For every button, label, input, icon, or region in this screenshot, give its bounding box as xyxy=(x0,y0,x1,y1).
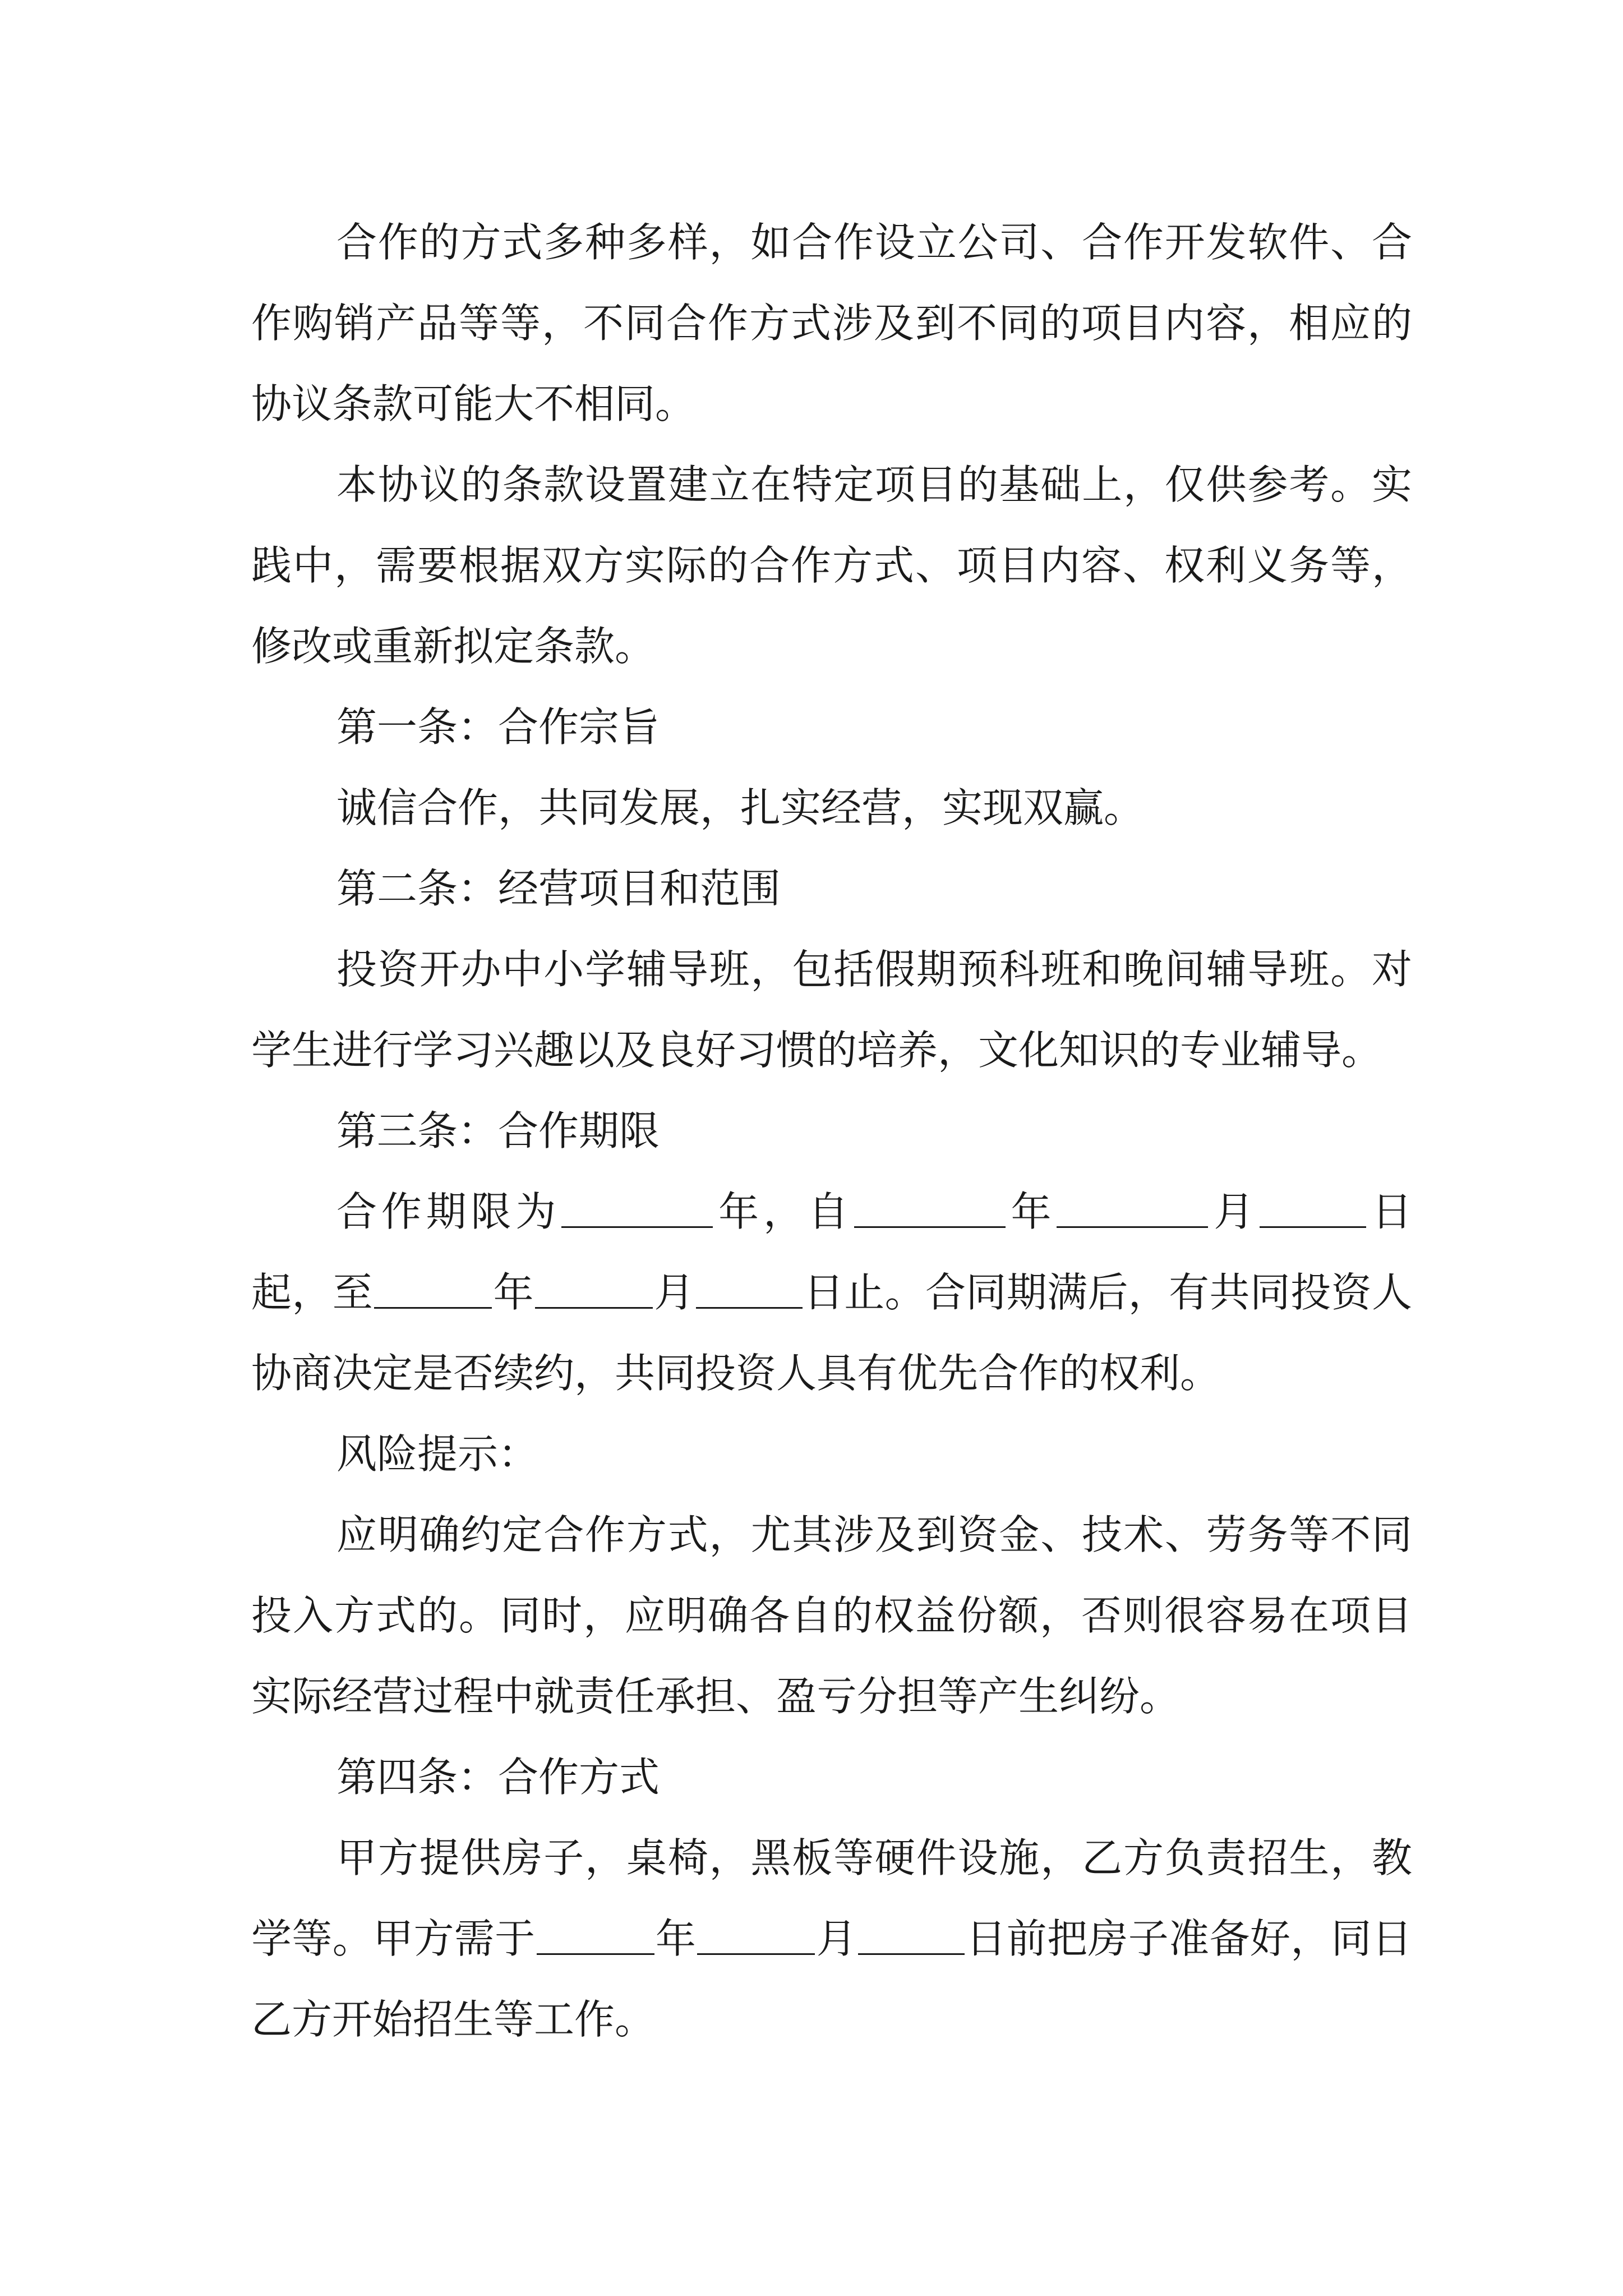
blank-end-day xyxy=(696,1267,803,1309)
article-2-body: 投资开办中小学辅导班，包括假期预科班和晚间辅导班。对学生进行学习兴趣以及良好习惯的培养，文化知识的专业辅导。 xyxy=(251,946,1412,1074)
text-segment: 年 xyxy=(493,1269,534,1316)
risk-heading: 风险提示： xyxy=(336,1430,539,1478)
risk-body: 应明确约定合作方式，尤其涉及到资金、技术、劳务等不同投入方式的。同时，应明确各自的权益份额，否则很容易在项目实际经营过程中就责任承担、盈亏分担等产生纠纷。 xyxy=(251,1511,1412,1720)
article-3-heading: 第三条：合作期限 xyxy=(336,1107,660,1154)
blank-ready-day xyxy=(858,1913,965,1955)
blank-term-years xyxy=(561,1186,713,1228)
text-segment: 日起，至 xyxy=(251,1188,1412,1316)
article-4-heading: 第四条：合作方式 xyxy=(336,1754,660,1801)
text-segment: 年，自 xyxy=(714,1188,853,1235)
text-segment: 日前把房子准备好，同日乙方开始招生等工作。 xyxy=(251,1915,1412,2043)
article-4-body xyxy=(251,1818,1412,2060)
blank-start-day xyxy=(1260,1186,1366,1228)
text-segment: 合作期限为 xyxy=(336,1188,561,1235)
article-1-heading: 第一条：合作宗旨 xyxy=(336,703,660,751)
article-1-body: 诚信合作，共同发展，扎实经营，实现双赢。 xyxy=(336,784,1145,831)
text-segment: 年 xyxy=(655,1915,697,1962)
blank-end-month xyxy=(535,1267,653,1309)
document-body xyxy=(251,202,1412,2060)
blank-ready-month xyxy=(697,1913,815,1955)
text-segment: 月 xyxy=(653,1269,695,1316)
text-segment: 月 xyxy=(1209,1188,1259,1235)
article-3-body xyxy=(251,1171,1412,1414)
text-segment: 甲方提供房子，桌椅，黑板等硬件设施，乙方负责招生，教学等。甲方需于 xyxy=(251,1834,1412,1962)
blank-ready-year xyxy=(537,1913,654,1955)
article-2-heading: 第二条：经营项目和范围 xyxy=(336,865,781,912)
blank-end-year xyxy=(374,1267,492,1309)
text-segment: 年 xyxy=(1006,1188,1056,1235)
blank-start-year xyxy=(854,1186,1006,1228)
text-segment: 日止。合同期满后，有共同投资人协商决定是否续约，共同投资人具有优先合作的权利。 xyxy=(251,1269,1412,1397)
blank-start-month xyxy=(1057,1186,1208,1228)
intro-paragraph-1: 合作的方式多种多样，如合作设立公司、合作开发软件、合作购销产品等等，不同合作方式涉及到不同的项目内容，相应的协议条款可能大不相同。 xyxy=(251,219,1412,427)
intro-paragraph-2: 本协议的条款设置建立在特定项目的基础上，仅供参考。实践中，需要根据双方实际的合作方式、项目内容、权利义务等，修改或重新拟定条款。 xyxy=(251,461,1412,670)
text-segment: 月 xyxy=(816,1915,857,1962)
